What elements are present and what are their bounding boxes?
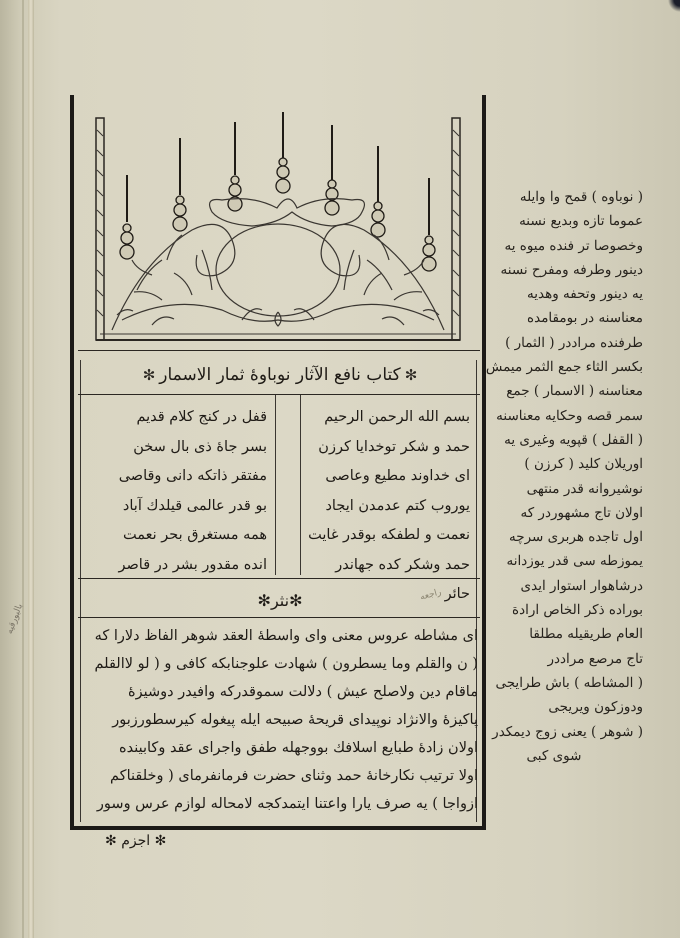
catchword-text: اجزم	[121, 833, 151, 849]
prose-line: پاکیزهٔ والانژاد نوپیدای قریحهٔ صبیحه ایله پیغوله کیرسطورزبور	[112, 712, 478, 728]
commentary-line: بکسر الثاء جمع الثمر میمش	[485, 359, 643, 376]
page-gutter-edge	[28, 0, 34, 938]
headpiece-ornament-icon	[92, 100, 464, 348]
verse-column-left	[96, 395, 276, 575]
prose-heading-text: نثر	[270, 590, 290, 610]
pencil-annotation: راجعه	[419, 587, 443, 603]
verse-line: حمد وشکر کده جهاندر حائر	[335, 556, 470, 602]
verse-line: انده مقدور بشر در قاصر	[118, 556, 267, 573]
star-ornament-icon: ✻	[257, 590, 271, 610]
commentary-line: ( القفل ) قپویه وغیری یه	[504, 431, 643, 448]
commentary-line: تاج مرصع مراددر	[547, 650, 643, 667]
commentary-line: بوراده ذکر الخاص ارادة	[512, 602, 643, 619]
previous-page-edge	[22, 0, 24, 938]
prose-body	[82, 622, 478, 818]
verse-line: همه مستغرق بحر نعمت	[122, 527, 267, 543]
rule-under-headpiece	[78, 350, 480, 351]
commentary-line: اوریلان کلید ( کرزن )	[524, 456, 643, 473]
commentary-line: اول تاجده هربری سرچه	[508, 529, 643, 546]
prose-line: اولا ترتیب نکارخانهٔ حمد وثنای حضرت فرمانفرمای ( وخلقناکم	[110, 768, 478, 784]
commentary-line: وخصوصا تر فنده میوه یه	[504, 237, 643, 254]
title-text: کتاب نافع الآثار نوباوهٔ ثمار الاسمار	[159, 365, 401, 385]
commentary-line: سمر قصه وحکایه معناسنه	[496, 407, 643, 424]
verse-line: بسم الله الرحمن الرحیم	[324, 409, 470, 425]
commentary-line: یموزطه سی قدر یوزدانه	[506, 553, 643, 570]
verse-line: بو قدر عالمی قیلدك آباد	[122, 497, 267, 514]
commentary-line: دینور وطرفه ومفرح نسنه	[500, 261, 643, 278]
verse-gutter	[276, 395, 300, 575]
rule-above-prose	[78, 617, 480, 618]
commentary-line: ( المشاطه ) باش طرایجی	[495, 674, 643, 691]
verse-line: یوروب کتم عدمدن ایجاد	[325, 497, 470, 514]
rule-under-verse	[78, 578, 480, 579]
commentary-line: شوی کبی	[526, 747, 582, 764]
verse-line: بسر جاهٔ ذی بال سخن	[133, 438, 267, 455]
verse-line: مفتقر ذاتکه دانی وقاصی	[118, 468, 267, 484]
commentary-line: ودوزکون ویریجی	[548, 699, 643, 716]
commentary-line: یه دینور وتحفه وهدیه	[527, 286, 643, 303]
commentary-line: ( شوهر ) یعنی زوج دیمکدر	[492, 723, 643, 740]
star-ornament-icon: ✻	[105, 833, 117, 849]
photo-corner-shadow	[666, 0, 680, 14]
commentary-line: العام طریقیله مطلقا	[529, 626, 643, 643]
prose-line: ( ن والقلم وما یسطرون ) شهادت علوجنابکه کافی و ( لو لاالقلم	[94, 656, 478, 672]
commentary-line: معناسنه در بومقامده	[527, 310, 643, 327]
margin-commentary	[485, 185, 643, 768]
star-ornament-icon: ✻	[154, 833, 167, 849]
verse-line: ای خداوند مطیع وعاصی	[325, 468, 470, 484]
commentary-line: درشاهوار استوار ایدی	[520, 577, 643, 594]
star-ornament-icon: ✻	[142, 366, 156, 384]
left-margin-handwritten-note: بالیورقیه	[4, 602, 26, 636]
commentary-line: عموما تازه وبدیع نسنه	[519, 213, 643, 230]
prose-line: ای مشاطه عروس معنی وای واسطهٔ العقد شوهر الفاظ دلارا که	[94, 628, 478, 644]
book-title	[80, 355, 480, 395]
prose-line: اولان زادهٔ طبایع اسلافك بووجهله طفق واجرای عقد وکابینده	[119, 740, 478, 756]
verse-line: نعمت و لطفکه بوقدر غایت	[308, 527, 470, 543]
commentary-line: معناسنه ( الاسمار ) جمع	[506, 383, 643, 400]
prose-line: ماقام دین ولاصلح عیش ) دلالت سموقدرکه وافیدر دوشیزهٔ	[128, 684, 478, 700]
prose-line: ازواجا ) یه صرف یارا واعتنا ایتمدکجه لامحاله لوازم عرس وسور	[96, 796, 478, 812]
star-ornament-icon: ✻	[404, 366, 418, 384]
commentary-line: اولان تاج مشهوردر که	[520, 504, 643, 521]
catchword	[105, 833, 166, 849]
commentary-line: ( نوباوه ) قمح وا وایله	[519, 189, 643, 205]
verse-line: حمد و شکر توخدایا کرزن	[318, 438, 470, 455]
commentary-line: نوشیروانه قدر منتهی	[526, 480, 643, 497]
verse-line: قفل در کنج کلام قدیم	[136, 409, 267, 425]
commentary-line: طرفنده مراددر ( الثمار )	[505, 334, 643, 351]
star-ornament-icon: ✻	[289, 590, 303, 610]
